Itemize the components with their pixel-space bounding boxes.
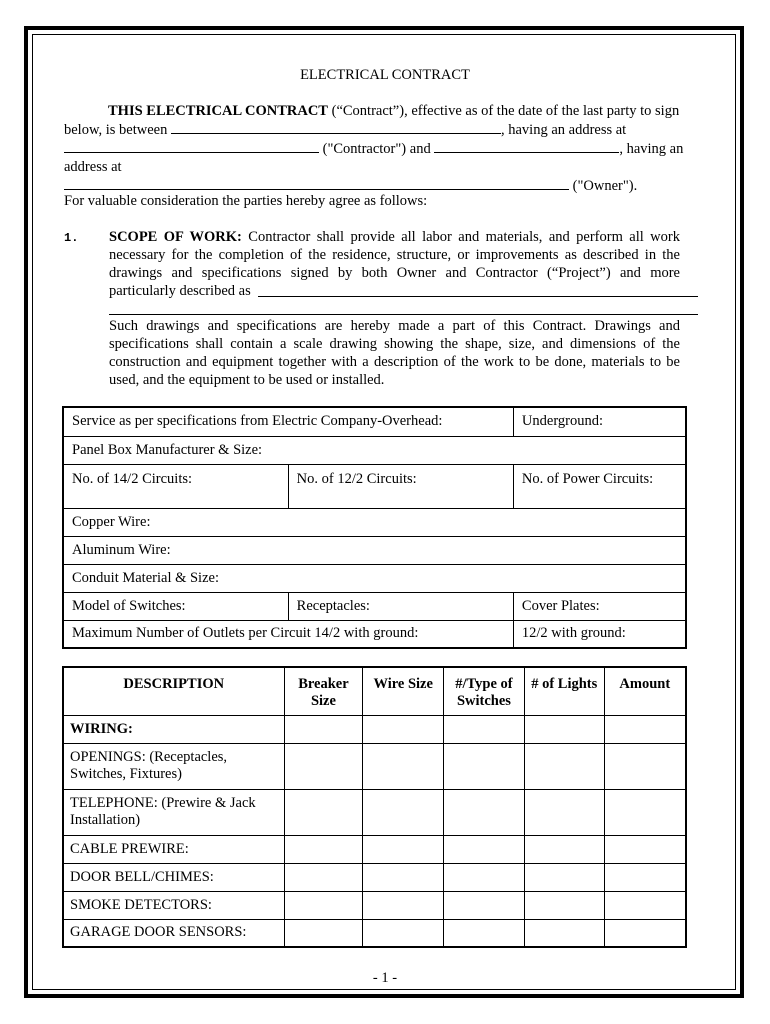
header-lights: # of Lights: [524, 667, 604, 715]
project-description-line-2[interactable]: [109, 314, 698, 315]
intro-text-5: ("Owner").: [569, 178, 638, 194]
header-wire-size: Wire Size: [363, 667, 444, 715]
cell-input[interactable]: [363, 789, 444, 835]
header-description: DESCRIPTION: [63, 667, 284, 715]
table-row: [63, 715, 686, 743]
conduit-label[interactable]: Conduit Material & Size:: [63, 564, 686, 592]
section-1-paragraph-2: Such drawings and specifications are hereby made a part of this Contract. Drawings and specifications shall contain a scale drawing showing the shape, size, and dimensions of the construction and equipment together with a description of the work to be done, materials to be used, and the equipment to be used or installed.: [109, 318, 680, 388]
cell-input[interactable]: [604, 835, 686, 863]
intro-text-3: ("Contractor") and: [319, 141, 435, 157]
section-1-heading: SCOPE OF WORK:: [109, 229, 242, 245]
table-row: [63, 835, 686, 863]
row-description: DOOR BELL/CHIMES:: [63, 863, 284, 891]
cell-input[interactable]: [363, 891, 444, 919]
cell-input[interactable]: [363, 919, 444, 947]
table-row: [63, 863, 686, 891]
cell-input[interactable]: [444, 891, 525, 919]
intro-text-2: , having an address at: [500, 122, 627, 138]
cell-input[interactable]: [524, 919, 604, 947]
circuits-12-2-label[interactable]: No. of 12/2 Circuits:: [288, 464, 513, 508]
cell-input[interactable]: [524, 835, 604, 863]
cover-plates-label[interactable]: Cover Plates:: [513, 592, 686, 620]
cell-input[interactable]: [284, 863, 363, 891]
project-description-line-1[interactable]: [258, 296, 698, 297]
intro-text-1: (“Contract”), effective as of the date of the last party to sign below, is between: [64, 103, 680, 138]
cell-input[interactable]: [524, 715, 604, 743]
row-description: TELEPHONE: (Prewire & Jack Installation): [63, 789, 284, 835]
cell-input[interactable]: [604, 863, 686, 891]
cell-input[interactable]: [284, 789, 363, 835]
power-circuits-label[interactable]: No. of Power Circuits:: [513, 464, 686, 508]
cell-input[interactable]: [524, 863, 604, 891]
section-1-text: Contractor shall provide all labor and materials, and perform all work necessary for the completion of the residence, structure, or improvements as described in the drawings and specifications signed by both Owner and Contractor (“Project”) and more particularly described as: [109, 229, 680, 299]
section-1-number: 1.: [64, 231, 79, 245]
table-row: [63, 789, 686, 835]
cell-input[interactable]: [363, 743, 444, 789]
cell-input[interactable]: [284, 919, 363, 947]
copper-wire-label[interactable]: Copper Wire:: [63, 508, 686, 536]
cell-input[interactable]: [284, 891, 363, 919]
cell-input[interactable]: [524, 789, 604, 835]
intro-bold-label: THIS ELECTRICAL CONTRACT: [108, 103, 328, 119]
row-description: GARAGE DOOR SENSORS:: [63, 919, 284, 947]
work-table: [62, 666, 687, 948]
receptacles-label[interactable]: Receptacles:: [288, 592, 513, 620]
cell-input[interactable]: [444, 863, 525, 891]
cell-input[interactable]: [604, 743, 686, 789]
cell-input[interactable]: [363, 715, 444, 743]
cell-input[interactable]: [284, 835, 363, 863]
cell-input[interactable]: [444, 919, 525, 947]
table-row: [63, 743, 686, 789]
intro-text-4: , having an address at: [64, 141, 684, 175]
owner-address-blank[interactable]: [64, 176, 569, 190]
cell-input[interactable]: [363, 835, 444, 863]
table-row: [63, 891, 686, 919]
header-switches: #/Type of Switches: [444, 667, 525, 715]
document-title: ELECTRICAL CONTRACT: [300, 67, 470, 83]
contractor-address-field[interactable]: [64, 139, 319, 153]
page-number: - 1 -: [372, 970, 398, 986]
row-description: WIRING:: [63, 715, 284, 743]
row-description: SMOKE DETECTORS:: [63, 891, 284, 919]
spec-table: [62, 406, 687, 649]
cell-input[interactable]: [604, 715, 686, 743]
cell-input[interactable]: [284, 743, 363, 789]
aluminum-wire-label[interactable]: Aluminum Wire:: [63, 536, 686, 564]
cell-input[interactable]: [444, 835, 525, 863]
panel-box-label[interactable]: Panel Box Manufacturer & Size:: [63, 436, 686, 464]
cell-input[interactable]: [604, 919, 686, 947]
service-overhead-label[interactable]: Service as per specifications from Electric Company-Overhead:: [63, 407, 513, 436]
party-1-name-field[interactable]: [171, 120, 501, 134]
section-1-paragraph: [109, 228, 680, 300]
cell-input[interactable]: [604, 789, 686, 835]
owner-name-field[interactable]: [434, 139, 619, 153]
with-ground-12-2-label[interactable]: 12/2 with ground:: [513, 620, 686, 648]
cell-input[interactable]: [444, 743, 525, 789]
switches-model-label[interactable]: Model of Switches:: [63, 592, 288, 620]
table-row: [63, 919, 686, 947]
cell-input[interactable]: [524, 891, 604, 919]
cell-input[interactable]: [524, 743, 604, 789]
cell-input[interactable]: [284, 715, 363, 743]
cell-input[interactable]: [604, 891, 686, 919]
row-description: CABLE PREWIRE:: [63, 835, 284, 863]
cell-input[interactable]: [363, 863, 444, 891]
max-outlets-label[interactable]: Maximum Number of Outlets per Circuit 14/2 with ground:: [63, 620, 513, 648]
circuits-14-2-label[interactable]: No. of 14/2 Circuits:: [63, 464, 288, 508]
cell-input[interactable]: [444, 715, 525, 743]
header-amount: Amount: [604, 667, 686, 715]
row-description: OPENINGS: (Receptacles, Switches, Fixtures): [63, 743, 284, 789]
intro-paragraph: [64, 102, 704, 195]
underground-label[interactable]: Underground:: [513, 407, 686, 436]
cell-input[interactable]: [444, 789, 525, 835]
header-breaker-size: Breaker Size: [284, 667, 363, 715]
consideration-text: For valuable consideration the parties hereby agree as follows:: [64, 193, 428, 209]
